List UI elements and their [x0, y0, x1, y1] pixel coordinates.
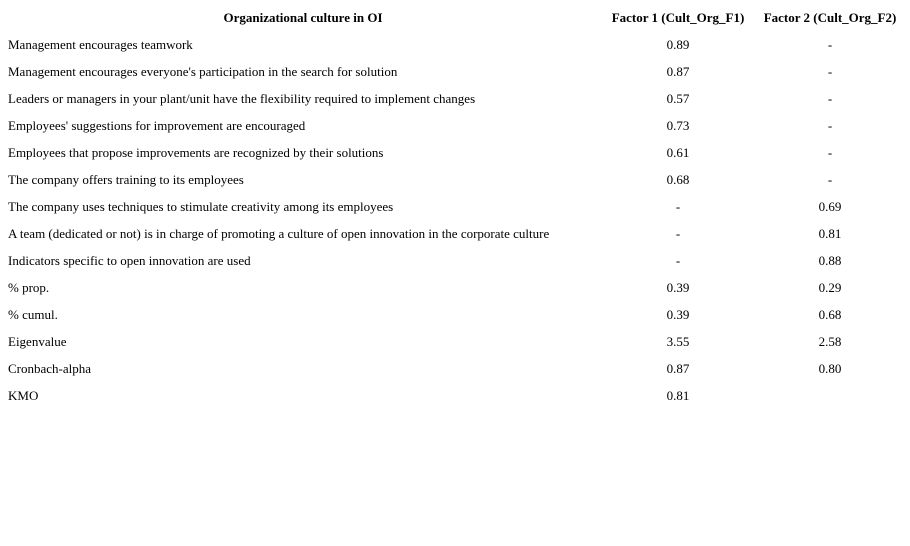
table-row: [4, 247, 906, 274]
factor-1-value: 3.55: [666, 333, 690, 349]
table-row: [4, 31, 906, 58]
factor-1-value: 0.89: [666, 36, 690, 52]
factor-1-value: 0.87: [666, 360, 690, 376]
table-row: [4, 58, 906, 85]
row-label: Management encourages everyone's participation in the search for solution: [8, 63, 398, 79]
factor-2-value: -: [827, 144, 833, 160]
table-row: [4, 139, 906, 166]
factor-2-value: -: [827, 36, 833, 52]
table-row: [4, 355, 906, 382]
factor-2-value: -: [827, 171, 833, 187]
header-factor-1: Factor 1 (Cult_Org_F1): [611, 9, 745, 25]
factor-2-value: 0.69: [818, 198, 842, 214]
factor-2-value: -: [827, 63, 833, 79]
factor-1-value: 0.68: [666, 171, 690, 187]
table-row: [4, 112, 906, 139]
row-label: The company uses techniques to stimulate creativity among its employees: [8, 198, 394, 214]
factor-loadings-table: [4, 4, 906, 409]
table-row: [4, 301, 906, 328]
table-row: [4, 274, 906, 301]
table-header-row: [4, 4, 906, 31]
table-row: [4, 328, 906, 355]
factor-2-value: 0.68: [818, 306, 842, 322]
factor-1-value: 0.61: [666, 144, 690, 160]
factor-1-value: 0.39: [666, 279, 690, 295]
table-row: [4, 193, 906, 220]
factor-2-value: [754, 382, 906, 409]
factor-1-value: 0.81: [666, 387, 690, 403]
table-row: [4, 382, 906, 409]
header-factor-2: Factor 2 (Cult_Org_F2): [763, 9, 897, 25]
factor-1-value: 0.87: [666, 63, 690, 79]
factor-2-value: 0.81: [818, 225, 842, 241]
row-label: Cronbach-alpha: [8, 360, 92, 376]
factor-2-value: -: [827, 90, 833, 106]
row-label: Employees that propose improvements are recognized by their solutions: [8, 144, 384, 160]
row-label: Employees' suggestions for improvement are encouraged: [8, 117, 306, 133]
factor-1-value: -: [675, 198, 681, 214]
row-label: A team (dedicated or not) is in charge of promoting a culture of open innovation in the corporate culture: [8, 225, 550, 241]
row-label: % prop.: [8, 279, 50, 295]
factor-1-value: -: [675, 252, 681, 268]
table-row: [4, 220, 906, 247]
factor-2-value: 2.58: [818, 333, 842, 349]
table-row: [4, 85, 906, 112]
row-label: Management encourages teamwork: [8, 36, 193, 52]
factor-1-value: -: [675, 225, 681, 241]
factor-1-value: 0.73: [666, 117, 690, 133]
row-label: Indicators specific to open innovation are used: [8, 252, 251, 268]
factor-2-value: -: [827, 117, 833, 133]
row-label: Eigenvalue: [8, 333, 67, 349]
factor-2-value: 0.29: [818, 279, 842, 295]
row-label: KMO: [8, 387, 39, 403]
factor-2-value: 0.80: [818, 360, 842, 376]
factor-2-value: 0.88: [818, 252, 842, 268]
row-label: The company offers training to its employees: [8, 171, 244, 187]
factor-1-value: 0.57: [666, 90, 690, 106]
table-row: [4, 166, 906, 193]
header-organizational-culture: Organizational culture in OI: [223, 9, 383, 25]
factor-1-value: 0.39: [666, 306, 690, 322]
row-label: % cumul.: [8, 306, 58, 322]
row-label: Leaders or managers in your plant/unit have the flexibility required to implement changes: [8, 90, 476, 106]
